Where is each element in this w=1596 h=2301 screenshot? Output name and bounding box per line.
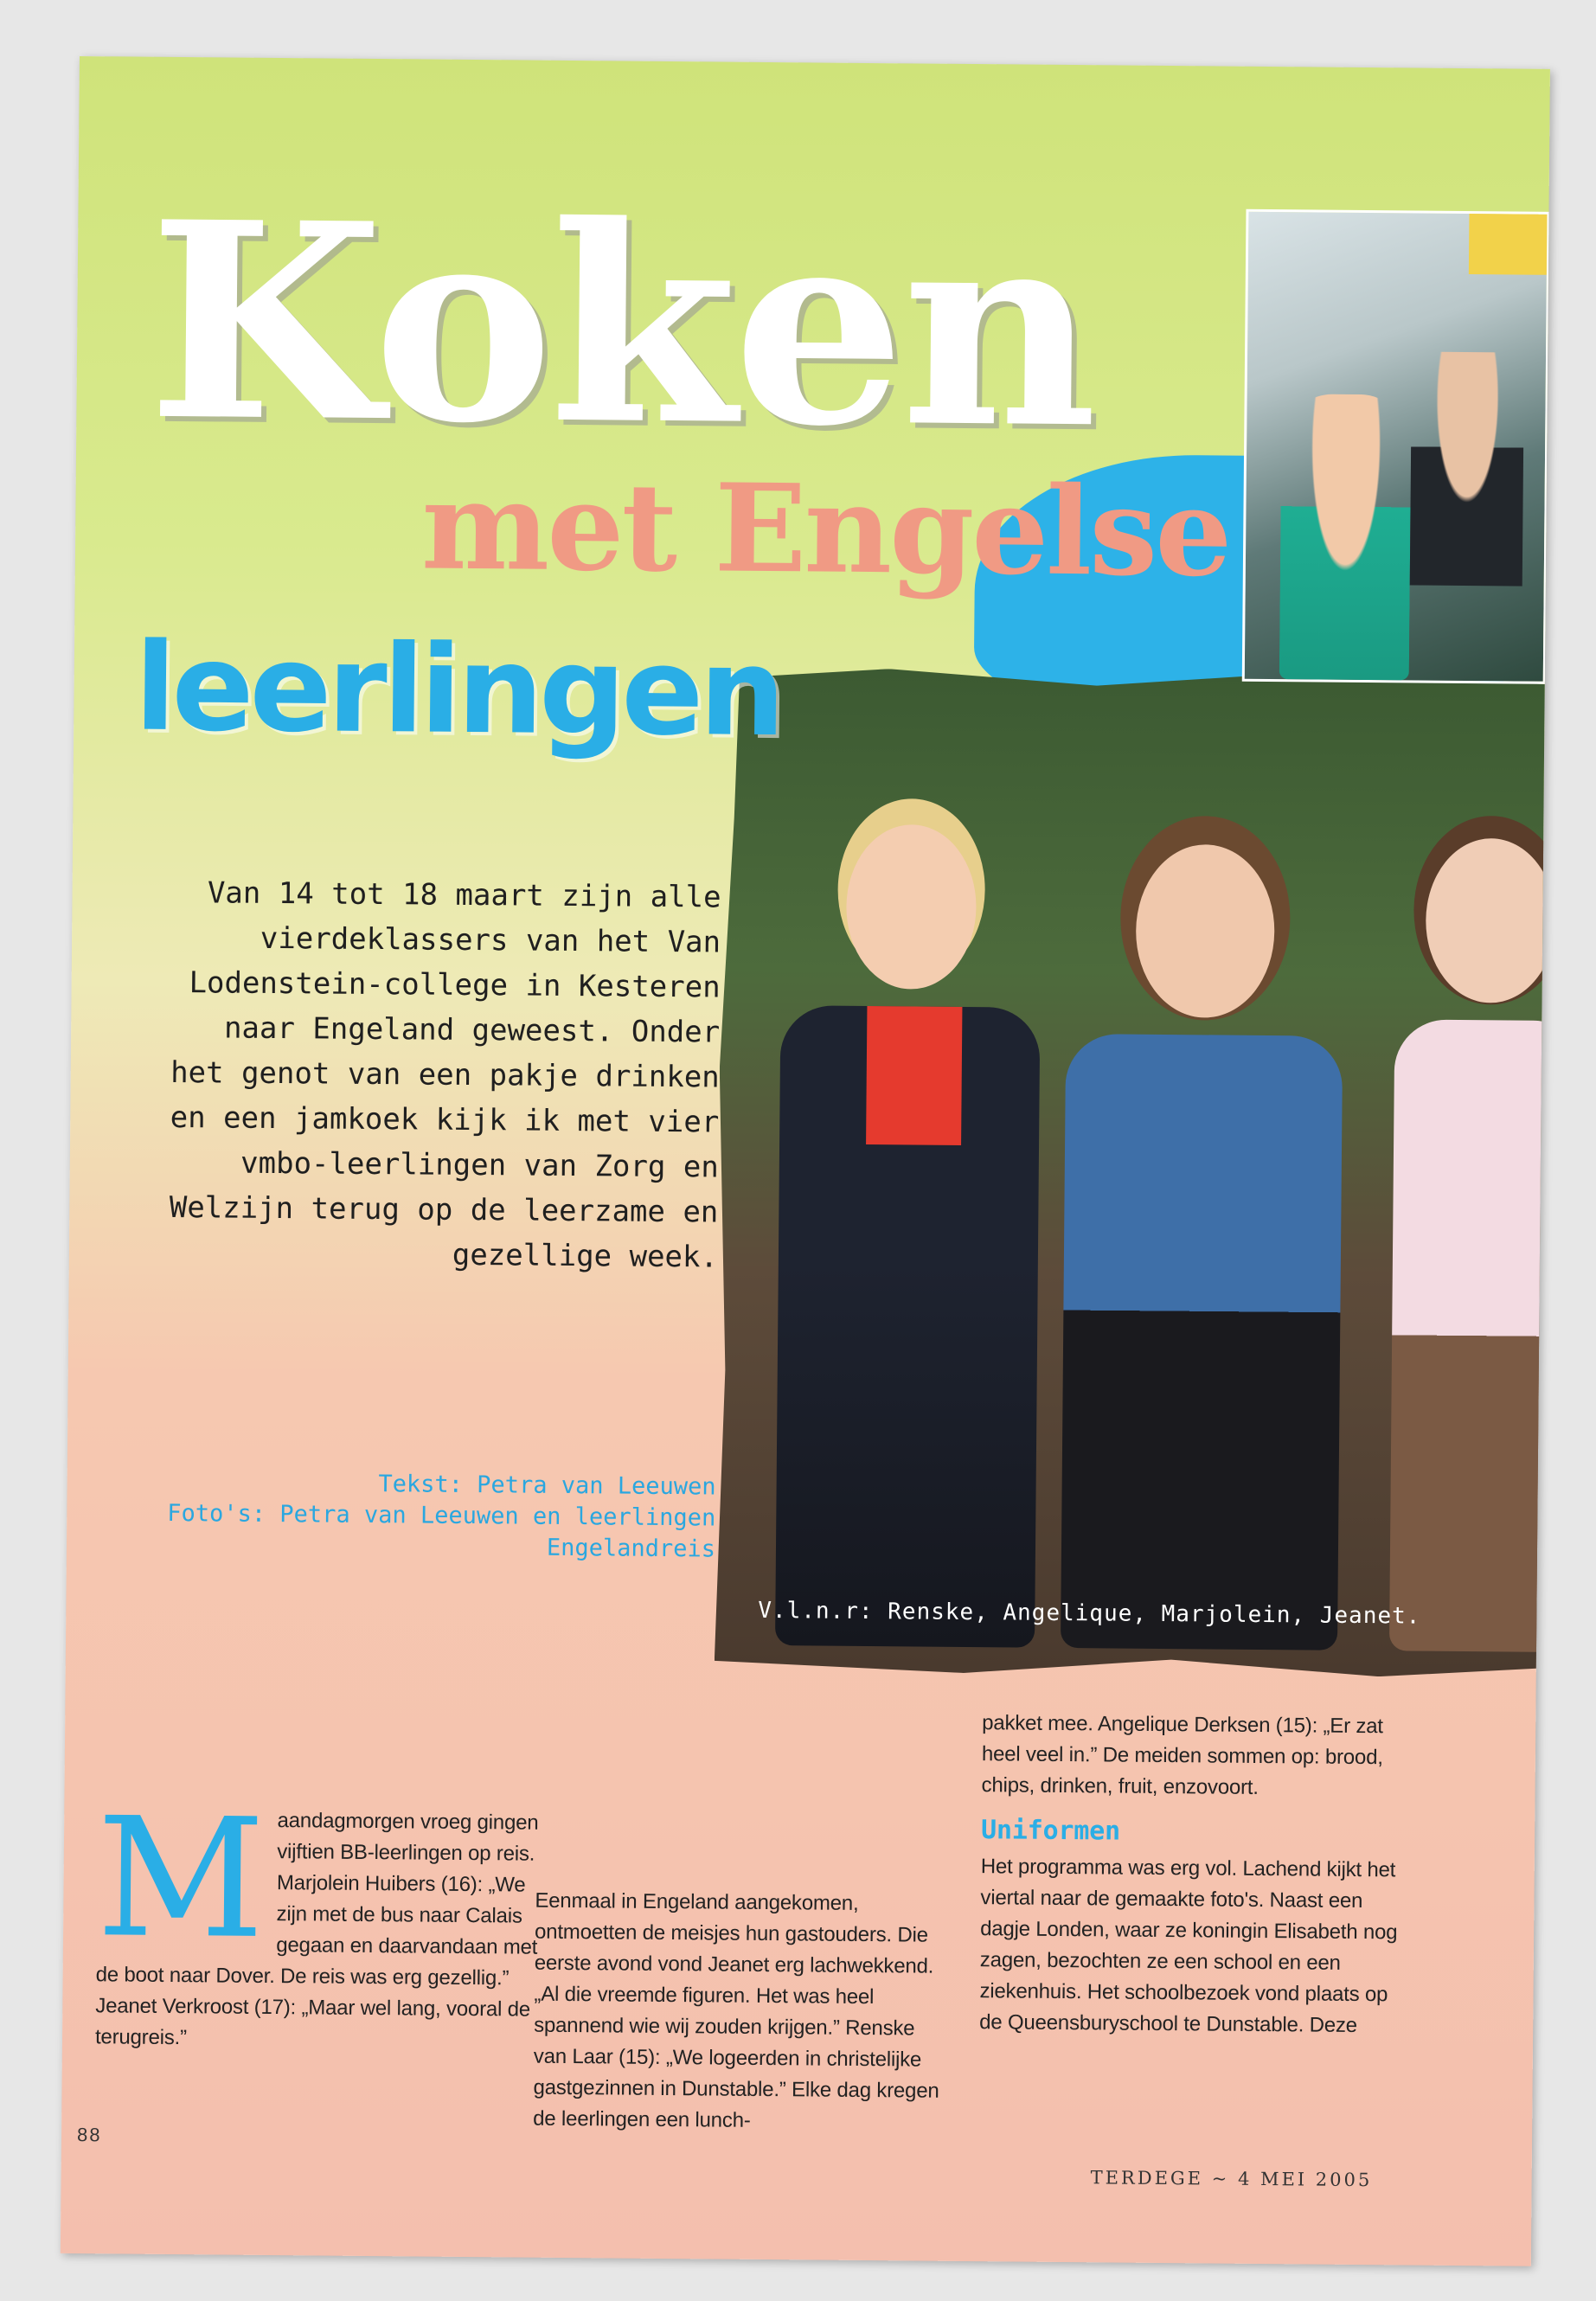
photo-person-renske (775, 824, 1042, 1648)
article-column-3 (979, 1708, 1414, 2041)
photo-person-boy (1410, 351, 1524, 586)
lead-paragraph: Van 14 tot 18 maart zijn alle vierdeklassers van het Van Lodenstein-college in Kesteren naar Engeland geweest. Onder het genot van een pakje drinken en een jamkoek kijk ik met vier vmbo-leerlingen van Zorg en Welzijn terug op de leerzame en gezellige week. (169, 875, 721, 1275)
magazine-page (61, 56, 1550, 2266)
headline-sub2: leerlingen (133, 617, 782, 765)
footer-issue: TERDEGE ~ 4 MEI 2005 (1090, 2167, 1373, 2191)
page-number: 88 (76, 2124, 102, 2146)
section-subhead: Uniformen (980, 1815, 1121, 1847)
photo-person-angelique (1061, 843, 1344, 1650)
photo-person-girl (1279, 394, 1412, 680)
photo-person-marjolein (1389, 837, 1550, 1652)
article-column-1 (94, 1782, 547, 2057)
headline-main: Koken (146, 162, 1096, 489)
article-column-3-text-b: Het programma was erg vol. Lachend kijkt het viertal naar de gemaakte foto's. Naast een dagje Londen, waar ze koningin Elisabeth nog zagen, bezochten ze een school en een ziekenhuis. Het schoolbezoek vond plaats op de Queensburyschool te Dunstable. Deze (979, 1855, 1398, 2037)
article-column-2: Eenmaal in Engeland aangekomen, ontmoetten de meisjes hun gastouders. Die eerste avond vond Jeanet erg lachwekkend. „Al die vreemde figuren. Het was heel spannend wie wij zouden krijgen.” Renske van Laar (15): „We logeerden in christelijke gastgezinnen in Dunstable.” Elke dag kregen de leerlingen een lunch- (533, 1888, 939, 2132)
credits (153, 1467, 716, 1566)
article-column-1-text: aandagmorgen vroeg gingen vijftien BB-leerlingen op reis. Marjolein Huibers (16): „We zijn met de bus naar Calais gegaan en daarvandaan met de boot naar Dover. De reis was erg gezellig.” Jeanet Verkroost (17): „Maar wel lang, vooral de terugreis.” (94, 1809, 539, 2050)
credit-text: Tekst: Petra van Leeuwen (378, 1471, 716, 1501)
photo-caption: V.l.n.r: Renske, Angelique, Marjolein, Jeanet. (758, 1597, 1421, 1630)
article-column-3-text-a: pakket mee. Angelique Derksen (15): „Er zat heel veel in.” De meiden sommen op: brood, chips, drinken, fruit, enzovoort. (981, 1711, 1383, 1799)
photo-supermarket (1242, 209, 1550, 684)
drop-cap: M (95, 1782, 266, 1975)
photo-group-bench (715, 668, 1550, 1678)
photo-corner-sign (1469, 214, 1548, 275)
credit-photo: Foto's: Petra van Leeuwen en leerlingen Engelandreis (167, 1499, 716, 1563)
headline-sub: met Engelse (420, 455, 1231, 605)
